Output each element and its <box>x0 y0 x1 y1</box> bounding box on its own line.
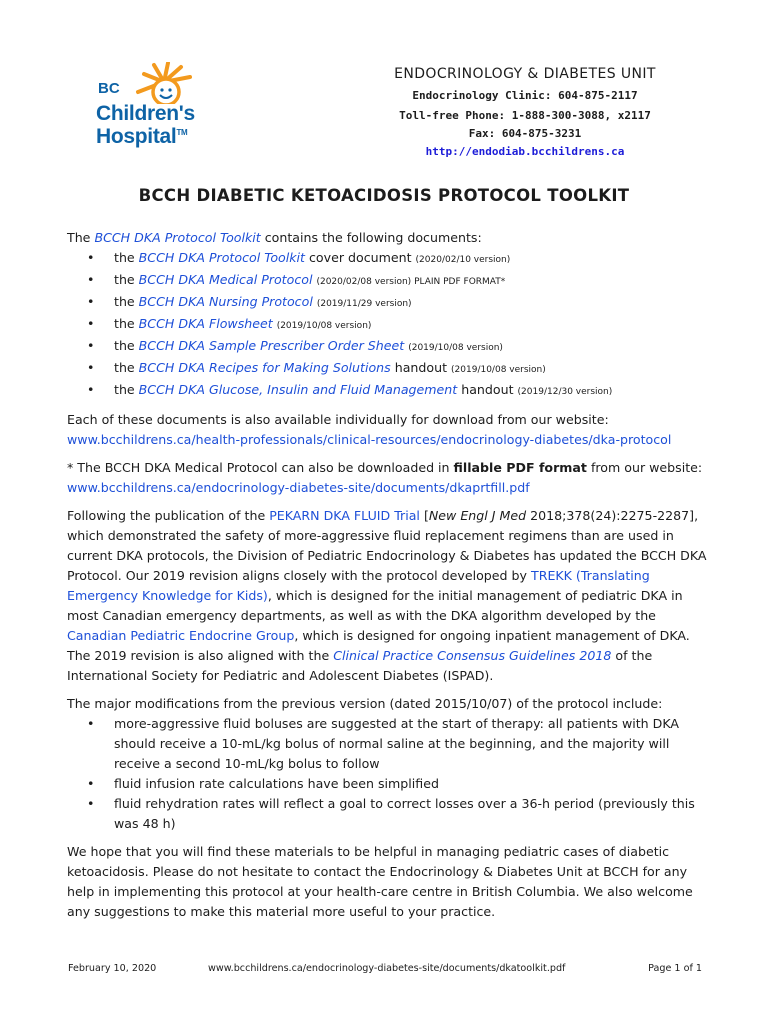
unit-website-link[interactable]: http://endodiab.bcchildrens.ca <box>425 145 625 158</box>
modifications-list <box>67 714 707 834</box>
dka-protocol-url-link[interactable]: www.bcchildrens.ca/health-professionals/clinical-resources/endocrinology-diabetes/dka-protocol <box>67 432 672 447</box>
pekarn-paragraph: Following the publication of the PEKARN DKA FLUID Trial [New Engl J Med 2018;378(24):2275-2287], which demonstrated the safety of more-aggressive fluid replacement regimens than are used in current DKA protocols, the Division of Pediatric Endocrinology & Diabetes has updated the BCCH DKA Protocol. Our 2019 revision aligns closely with the protocol developed by TREKK (Translating Emergency Knowledge for Kids), which is designed for the initial management of pediatric DKA in most Canadian emergency departments, as well as with the DKA algorithm developed by the Canadian Pediatric Endocrine Group, which is designed for ongoing inpatient management of DKA. The 2019 revision is also aligned with the Clinical Practice Consensus Guidelines 2018 of the International Society for Pediatric and Adolescent Diabetes (ISPAD). <box>67 508 707 683</box>
toolkit-cover-link[interactable]: BCCH DKA Protocol Toolkit <box>138 250 305 265</box>
fax-number: Fax: 604-875-3231 <box>468 127 582 140</box>
list-item: • fluid rehydration rates will reflect a goal to correct losses over a 36-h period (previously this was 48 h) <box>67 794 707 834</box>
fillable-pdf-url-link[interactable]: www.bcchildrens.ca/endocrinology-diabetes-site/documents/dkaprtfill.pdf <box>67 480 530 495</box>
list-item: • the BCCH DKA Recipes for Making Solutions handout (2019/10/08 version) <box>67 358 707 380</box>
page-title: BCCH DIABETIC KETOACIDOSIS PROTOCOL TOOLKIT <box>138 186 630 205</box>
logo-childrens: Children's <box>96 102 195 125</box>
flowsheet-link[interactable]: BCCH DKA Flowsheet <box>138 316 273 331</box>
bc-childrens-hospital-logo[interactable] <box>92 64 242 164</box>
trekk-link[interactable]: TREKK (Translating Emergency Knowledge for Kids) <box>67 568 650 603</box>
ispad-guidelines-link[interactable]: Clinical Practice Consensus Guidelines 2018 <box>333 648 612 663</box>
list-item: • fluid infusion rate calculations have been simplified <box>67 774 707 794</box>
logo-bc: BC <box>98 80 120 97</box>
sun-icon <box>124 62 204 104</box>
footer-date: February 10, 2020 <box>68 963 157 974</box>
logo-trademark: TM <box>176 128 188 137</box>
list-item: • the BCCH DKA Medical Protocol (2020/02/08 version) PLAIN PDF FORMAT* <box>67 270 707 292</box>
modifications-intro: The major modifications from the previous version (dated 2015/10/07) of the protocol include: <box>67 696 663 711</box>
toolkit-link[interactable]: BCCH DKA Protocol Toolkit <box>94 230 261 245</box>
glucose-insulin-link[interactable]: BCCH DKA Glucose, Insulin and Fluid Management <box>138 382 458 397</box>
list-item: • the BCCH DKA Protocol Toolkit cover document (2020/02/10 version) <box>67 248 707 270</box>
fillable-pdf-label: fillable PDF format <box>453 460 587 475</box>
document-list <box>67 248 707 402</box>
list-item: • the BCCH DKA Nursing Protocol (2019/11/29 version) <box>67 292 707 314</box>
list-item: • more-aggressive fluid boluses are suggested at the start of therapy: all patients with DKA should receive a 10-mL/kg bolus of normal saline at the beginning, and the majority will receive a second 10-mL/kg bolus to follow <box>67 714 707 774</box>
page-number: Page 1 of 1 <box>648 963 702 974</box>
clinic-phone: Endocrinology Clinic: 604-875-2117 <box>412 89 638 102</box>
cpeg-link[interactable]: Canadian Pediatric Endocrine Group <box>67 628 295 643</box>
medical-protocol-link[interactable]: BCCH DKA Medical Protocol <box>138 272 313 287</box>
nursing-protocol-link[interactable]: BCCH DKA Nursing Protocol <box>138 294 313 309</box>
list-item: • the BCCH DKA Sample Prescriber Order Sheet (2019/10/08 version) <box>67 336 707 358</box>
closing-paragraph: We hope that you will find these materials to be helpful in managing pediatric cases of diabetic ketoacidosis. Please do not hesitate to contact the Endocrinology & Diabetes Unit at BCCH for any help in implementing this protocol at your health-care centre in British Columbia. We also welcome any suggestions to make this material more useful to your practice. <box>67 844 693 919</box>
footer-url: www.bcchildrens.ca/endocrinology-diabetes-site/documents/dkatoolkit.pdf <box>208 963 566 974</box>
intro-paragraph: The BCCH DKA Protocol Toolkit contains the following documents: <box>67 230 482 245</box>
document-body <box>67 228 707 922</box>
fillable-paragraph: * The BCCH DKA Medical Protocol can also be downloaded in fillable PDF format from our website: www.bcchildrens.ca/endocrinology-diabetes-site/documents/dkaprtfill.pdf <box>67 460 703 495</box>
list-item: • the BCCH DKA Glucose, Insulin and Fluid Management handout (2019/12/30 version) <box>67 380 707 402</box>
list-item: • the BCCH DKA Flowsheet (2019/10/08 version) <box>67 314 707 336</box>
pekarn-trial-link[interactable]: PEKARN DKA FLUID Trial <box>269 508 420 523</box>
recipes-link[interactable]: BCCH DKA Recipes for Making Solutions <box>138 360 391 375</box>
tollfree-phone: Toll-free Phone: 1-888-300-3088, x2117 <box>399 109 651 122</box>
download-paragraph: Each of these documents is also available individually for download from our website: www.bcchildrens.ca/health-professionals/clinical-resources/endocrinology-diabetes/dka-protocol <box>67 412 672 447</box>
journal-name: New Engl J Med <box>428 508 527 523</box>
unit-name: ENDOCRINOLOGY & DIABETES UNIT <box>394 66 656 82</box>
order-sheet-link[interactable]: BCCH DKA Sample Prescriber Order Sheet <box>138 338 405 353</box>
logo-hospital: Hospital™ <box>96 125 188 148</box>
